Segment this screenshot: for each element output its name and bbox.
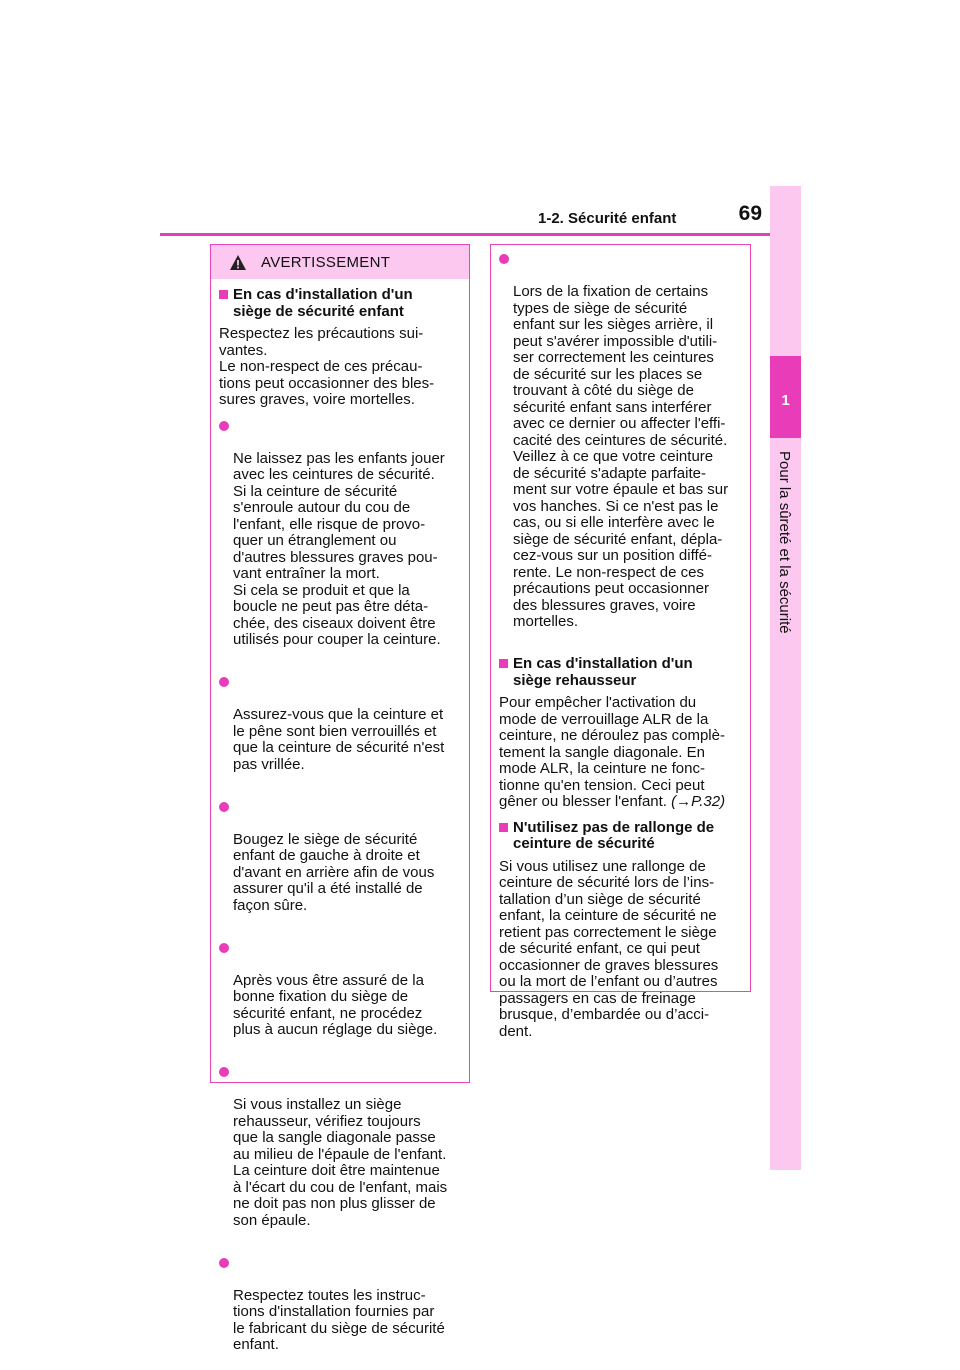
list-item xyxy=(219,1255,461,1370)
section-heading xyxy=(499,656,742,689)
page-header xyxy=(530,200,770,234)
page-number: 69 xyxy=(739,202,762,226)
list-item xyxy=(219,674,461,790)
warning-title: AVERTISSEMENT xyxy=(261,254,390,271)
square-marker-icon xyxy=(499,659,508,668)
bullet-text: Si vous installez un siège rehausseur, vérifiez toujours que la sangle diagonale passe au milieu de l'épaule de l'enfant. La ceinture doit être maintenue à l'écart du cou de l'enfant, mais ne doit pas non plus glisser de son épaule. xyxy=(233,1097,461,1229)
square-marker-icon xyxy=(219,290,228,299)
section-heading xyxy=(219,287,461,320)
page-reference-link[interactable]: (→P.32) xyxy=(671,793,725,810)
bullet-text: Lors de la fixation de certains types de siège de sécurité enfant sur les sièges arrière, il peut s'avérer impossible d'utili- ser correctement les ceintures de sécurité sur les places se trouvant à côté du siège de sécurité enfant sans interférer avec ce dernier ou affecter l'effi- cacité des ceintures de sécurité. Veillez à ce que votre ceinture de sécurité s'adapte parfaite- ment sur votre épaule et bas sur vos hanches. Si ce n'est pas le cas, ou si elle interfère avec le siège de sécurité enfant, dépla- cez-vous sur un position diffé- rente. Le non-respect de ces précautions peut occasionner des blessures graves, voire mortelles. xyxy=(513,284,742,631)
warning-left-content xyxy=(211,279,469,1370)
bullet-text: Ne laissez pas les enfants jouer avec les ceintures de sécurité. Si la ceinture de sécurité s'enroule autour du cou de l'enfant, elle risque de provo- quer un étranglement ou d'autres blessures graves pou- vant entraîner la mort. Si cela se produit et que la boucle ne peut pas être déta- chée, des ciseaux doivent être utilisés pour couper la ceinture. xyxy=(233,451,461,649)
bullet-text: Assurez-vous que la ceinture et le pêne sont bien verrouillés et que la ceinture de sécurité n'est pas vrillée. xyxy=(233,707,461,773)
bullet-dot-icon xyxy=(219,677,229,687)
heading-text: En cas d'installation d'un siège de sécurité enfant xyxy=(233,286,413,320)
list-item xyxy=(219,1064,461,1246)
square-marker-icon xyxy=(499,823,508,832)
chapter-side-tab xyxy=(770,186,801,1170)
header-divider xyxy=(160,233,770,236)
paragraph: Si vous utilisez une rallonge de ceinture de sécurité lors de l’ins- tallation d’un siège de sécurité enfant, la ceinture de sécurité ne retient pas correctement le siège de sécurité enfant, ce qui peut occasionner de graves blessures ou la mort de l’enfant ou d’autres passagers en cas de freinage brusque, d’embardée ou d’acci- dent. xyxy=(499,859,742,1041)
bullet-dot-icon xyxy=(219,421,229,431)
section-title: 1-2. Sécurité enfant xyxy=(538,210,676,227)
list-item xyxy=(219,418,461,666)
warning-triangle-icon xyxy=(229,254,247,271)
warning-box-left xyxy=(210,244,470,1083)
heading-text: En cas d'installation d'un siège rehausseur xyxy=(513,655,693,689)
bullet-text: Bougez le siège de sécurité enfant de gauche à droite et d'avant en arrière afin de vous assurer qu'il a été installé de façon sûre. xyxy=(233,832,461,915)
paragraph xyxy=(499,695,742,811)
bullet-dot-icon xyxy=(499,254,509,264)
chapter-number: 1 xyxy=(770,392,801,409)
paragraph-text: Pour empêcher l'activation du mode de verrouillage ALR de la ceinture, ne déroulez pas complè- tement la sangle diagonale. En mode ALR, la ceinture ne fonc- tionne qu'en tension. Ceci peut gêner ou blesser l'enfant. xyxy=(499,694,725,810)
warning-header xyxy=(211,245,469,279)
warning-box-right xyxy=(490,244,751,992)
list-item xyxy=(499,251,742,647)
heading-text: N'utilisez pas de rallonge de ceinture de sécurité xyxy=(513,819,714,853)
warning-right-content xyxy=(491,245,750,1040)
intro-paragraph: Respectez les précautions sui- vantes. Le non-respect de ces précau- tions peut occasionner des bles- sures graves, voire mortelles. xyxy=(219,326,461,409)
bullet-dot-icon xyxy=(219,1258,229,1268)
chapter-number-box xyxy=(770,356,801,438)
bullet-dot-icon xyxy=(219,1067,229,1077)
bullet-text: Après vous être assuré de la bonne fixation du siège de sécurité enfant, ne procédez plus à aucun réglage du siège. xyxy=(233,973,461,1039)
bullet-text: Respectez toutes les instruc- tions d'installation fournies par le fabricant du siège de sécurité enfant. xyxy=(233,1288,461,1354)
section-heading xyxy=(499,820,742,853)
list-item xyxy=(219,940,461,1056)
bullet-dot-icon xyxy=(219,943,229,953)
list-item xyxy=(219,799,461,931)
chapter-label: Pour la sûreté et la sécurité xyxy=(776,451,793,634)
bullet-dot-icon xyxy=(219,802,229,812)
